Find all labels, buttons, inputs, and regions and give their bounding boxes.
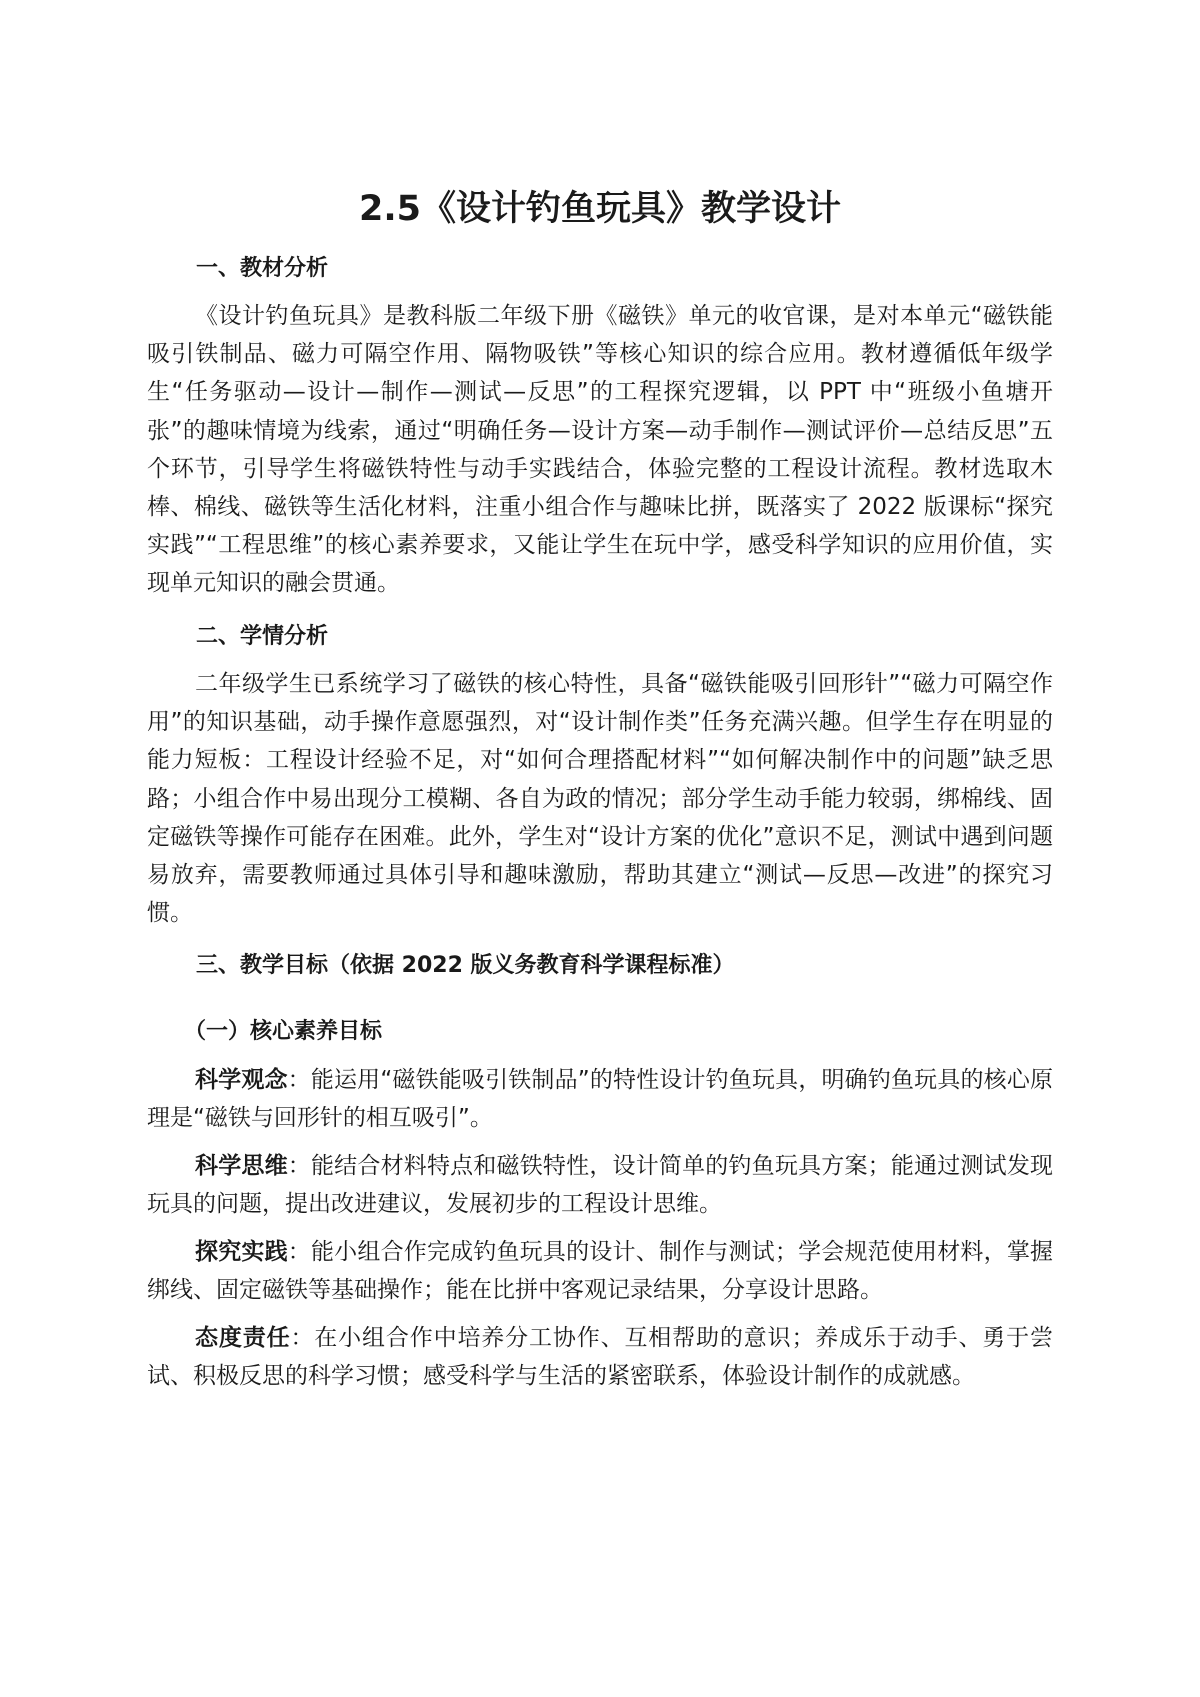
section-heading-textbook-analysis: 一、教材分析 xyxy=(196,256,329,281)
section-heading-teaching-goals: 三、教学目标（依据 2022 版义务教育科学课程标准） xyxy=(196,953,735,978)
subsection-heading-core-literacy: （一）核心素养目标 xyxy=(184,1019,383,1044)
goal-label: 科学观念 xyxy=(195,1067,288,1093)
document-title: 2.5《设计钓鱼玩具》教学设计 xyxy=(358,189,841,229)
goal-separator: ： xyxy=(287,1153,311,1179)
goal-separator: ： xyxy=(287,1067,311,1093)
goal-paragraph-inquiry-practice xyxy=(147,1233,1053,1309)
section-body-textbook-analysis: 《设计钓鱼玩具》是教科版二年级下册《磁铁》单元的收官课，是对本单元“磁铁能吸引铁制品、磁力可隔空作用、隔物吸铁”等核心知识的综合应用。教材遵循低年级学生“任务驱动—设计—制作—测试—反思”的工程探究逻辑，以 PPT 中“班级小鱼塘开张”的趣味情境为线索，通过“明确任务—设计方案—动手制作—测试评价—总结反思”五个环节，引导学生将磁铁特性与动手实践结合，体验完整的工程设计流程。教材选取木棒、棉线、磁铁等生活化材料，注重小组合作与趣味比拼，既落实了 2022 版课标“探究实践”“工程思维”的核心素养要求，又能让学生在玩中学，感受科学知识的应用价值，实现单元知识的融会贯通。 xyxy=(147,303,1053,597)
goal-text: 能小组合作完成钓鱼玩具的设计、制作与测试；学会规范使用材料，掌握绑线、固定磁铁等基础操作；能在比拼中客观记录结果，分享设计思路。 xyxy=(147,1239,1054,1304)
section-heading-student-analysis: 二、学情分析 xyxy=(196,624,329,649)
goal-separator: ： xyxy=(287,1239,311,1265)
section-body-student-analysis: 二年级学生已系统学习了磁铁的核心特性，具备“磁铁能吸引回形针”“磁力可隔空作用”的知识基础，动手操作意愿强烈，对“设计制作类”任务充满兴趣。但学生存在明显的能力短板：工程设计经验不足，对“如何合理搭配材料”“如何解决制作中的问题”缺乏思路；小组合作中易出现分工模糊、各自为政的情况；部分学生动手能力较弱，绑棉线、固定磁铁等操作可能存在困难。此外，学生对“设计方案的优化”意识不足，测试中遇到问题易放弃，需要教师通过具体引导和趣味激励，帮助其建立“测试—反思—改进”的探究习惯。 xyxy=(147,671,1053,927)
goal-label: 探究实践 xyxy=(195,1239,288,1265)
goal-label: 态度责任 xyxy=(195,1325,291,1351)
goal-text: 在小组合作中培养分工协作、互相帮助的意识；养成乐于动手、勇于尝试、积极反思的科学习惯；感受科学与生活的紧密联系，体验设计制作的成就感。 xyxy=(147,1325,1054,1390)
goal-separator: ： xyxy=(290,1325,315,1351)
goal-text: 能结合材料特点和磁铁特性，设计简单的钓鱼玩具方案；能通过测试发现玩具的问题，提出改进建议，发展初步的工程设计思维。 xyxy=(147,1153,1054,1218)
goal-text: 能运用“磁铁能吸引铁制品”的特性设计钓鱼玩具，明确钓鱼玩具的核心原理是“磁铁与回形针的相互吸引”。 xyxy=(147,1067,1053,1132)
goal-paragraph-science-thinking xyxy=(147,1147,1053,1223)
goal-paragraph-science-concept xyxy=(147,1061,1053,1137)
goal-paragraph-attitude-responsibility xyxy=(147,1319,1053,1395)
goal-label: 科学思维 xyxy=(195,1153,288,1179)
